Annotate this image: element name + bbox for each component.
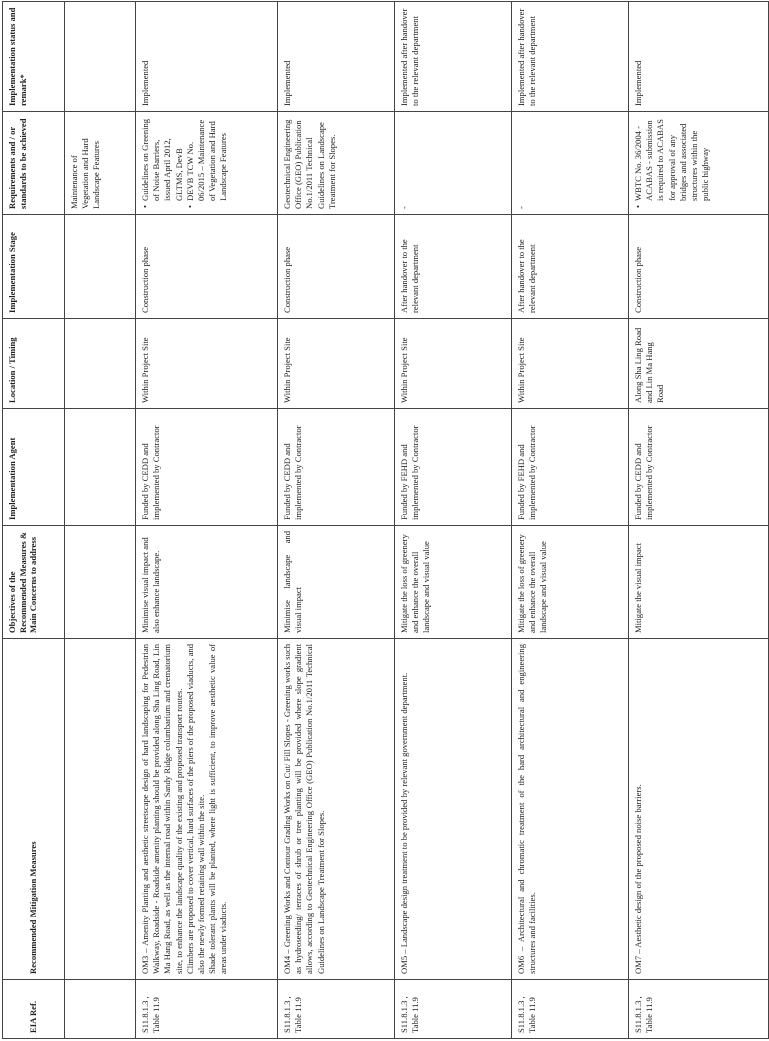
measure-paragraph: OM4 – Greening Works and Contour Grading Works on Cut/ Fill Slopes - Greening works such as hydroseeding/ terraces of shrub or tree planting will be provided where slope gradient allows, according to Geotechnical Engineering Office (GEO) Publication No.1/2011 Technical Guidelines on Landscape Treatment for Slopes.	[282, 644, 326, 974]
list-item: • DEVB TCW No. 06/2015 – Maintenance of Vegetation and Hard Landscape Features	[184, 119, 229, 208]
cell-measures	[395, 639, 512, 980]
table-row	[278, 2, 395, 1039]
cell-empty	[65, 409, 136, 526]
cell-objectives: Mitigate the loss of greenery and enhance the overall landscape and visual value	[512, 526, 629, 639]
cell-agent: Funded by FEHD and implemented by Contractor	[395, 409, 512, 526]
cell-empty	[65, 215, 136, 319]
header-location: Location / Timing	[3, 319, 65, 409]
measure-paragraph: OM3 – Amenity Planting and aesthetic streetscape design of hard landscaping for Pedestrian Walkway, Roadside - Roadside amenity planting should be provided along Sha Ling Road, Lin Ma Hang Road, as well as the internal road within Sandy Ridge columbarium and crematorium site, to enhance the landscape quality of the existing and proposed transport routes.	[140, 644, 184, 974]
header-agent: Implementation Agent	[3, 409, 65, 526]
cell-eia-ref: S11.8.1.3 , Table 11.9	[512, 980, 629, 1039]
bullet-icon: •	[184, 204, 195, 208]
cell-location: Within Project Site	[136, 319, 278, 409]
cell-location: Within Project Site	[512, 319, 629, 409]
cell-status: Implemented after handover to the relevant department	[512, 2, 629, 112]
measure-paragraph: Climbers are proposed to cover vertical, hard surfaces of the piers of the proposed viaducts, and also the newly formed retaining wall within the site.	[184, 644, 207, 974]
cell-stage: After handover to the relevant department	[395, 215, 512, 319]
cell-eia-ref: S11.8.1.3 , Table 11.9	[278, 980, 395, 1039]
cell-requirements	[136, 112, 278, 215]
cell-eia-ref: S11.8.1.3 , Table 11.9	[629, 980, 769, 1039]
cell-empty	[65, 639, 136, 980]
cell-status: Implemented	[629, 2, 769, 112]
list-item: • Guidelines on Greening of Noise Barriers, issued April 2012, GLTMS, DevB	[140, 118, 184, 208]
cell-empty	[65, 980, 136, 1039]
requirements-list	[140, 117, 230, 209]
bullet-icon: •	[633, 204, 643, 208]
mitigation-measures-table	[2, 1, 769, 1039]
header-measures: Recommended Mitigation Measures	[3, 639, 65, 980]
cell-requirements: -	[395, 112, 512, 215]
table-row	[136, 2, 278, 1039]
cell-objectives: Minimise visual impact and also enhance landscape.	[136, 526, 278, 639]
cell-stage: After handover to the relevant department	[512, 215, 629, 319]
cell-location: Within Project Site	[278, 319, 395, 409]
table-row	[395, 2, 512, 1039]
measure-paragraph: OM6 – Architectural and chromatic treatment of the hard architectural and engineering structures and facilities.	[516, 644, 538, 974]
cell-objectives: Mitigate the visual impact	[629, 526, 769, 639]
cell-eia-ref: S11.8.1.3 , Table 11.9	[136, 980, 278, 1039]
bullet-icon: •	[140, 204, 150, 208]
cell-agent: Funded by CEDD and implemented by Contractor	[136, 409, 278, 526]
cell-location: Within Project Site	[395, 319, 512, 409]
cell-status: Implemented	[136, 2, 278, 112]
measure-paragraph: Shade tolerant plants will be planted, where light is sufficient, to improve aesthetic value of areas under viaducts.	[207, 644, 229, 974]
header-requirements: Requirements and / or standards to be achieved	[3, 112, 65, 215]
header-row	[3, 2, 65, 1039]
cell-requirements: -	[512, 112, 629, 215]
cell-agent: Funded by FEHD and implemented by Contractor	[512, 409, 629, 526]
cell-requirements	[629, 112, 769, 215]
header-status: Implementation status and remark*	[3, 2, 65, 112]
cell-empty	[65, 319, 136, 409]
cell-requirements: Maintenance of Vegetation and Hard Landscape Features	[65, 112, 136, 215]
cell-stage: Construction phase	[629, 215, 769, 319]
cell-empty	[65, 526, 136, 639]
cell-agent: Funded by CEDD and implemented by Contractor	[278, 409, 395, 526]
cell-measures	[512, 639, 629, 980]
cell-location: Along Sha Ling Road and Lin Ma Hang Road	[629, 319, 769, 409]
header-stage: Implementation Stage	[3, 215, 65, 319]
cell-stage: Construction phase	[278, 215, 395, 319]
header-objectives: Objectives of the Recommended Measures & Main Concerns to address	[3, 526, 65, 639]
cell-status: Implemented after handover to the relevant department	[395, 2, 512, 112]
cell-stage: Construction phase	[136, 215, 278, 319]
continuation-row	[65, 2, 136, 1039]
measure-paragraph: OM5 – Landscape design treatment to be provided by relevant government department.	[399, 672, 409, 974]
measure-paragraph: OM7 – Aesthetic design of the proposed noise barriers.	[633, 784, 643, 974]
cell-measures	[136, 639, 278, 980]
cell-objectives: Minimise landscape and visual impact	[278, 526, 395, 639]
cell-requirements: Geotechnical Engineering Office (GEO) Publication No.1/2011 Technical Guidelines on Landscape Treatment for Slopes.	[278, 112, 395, 215]
cell-empty	[65, 2, 136, 112]
header-eia-ref: EIA Ref.	[3, 980, 65, 1039]
cell-measures	[629, 639, 769, 980]
table-row	[512, 2, 629, 1039]
list-item: • WBTC No. 36/2004 - ACABAS - submission is required to ACABAS for approval of any bridges and associated structures within the public highway	[633, 119, 711, 208]
requirements-list	[633, 117, 711, 209]
cell-measures	[278, 639, 395, 980]
cell-agent: Funded by CEDD and implemented by Contractor	[629, 409, 769, 526]
cell-status: Implemented	[278, 2, 395, 112]
cell-objectives: Mitigate the loss of greenery and enhance the overall landscape and visual value	[395, 526, 512, 639]
table-row	[629, 2, 769, 1039]
cell-eia-ref: S11.8.1.3 , Table 11.9	[395, 980, 512, 1039]
